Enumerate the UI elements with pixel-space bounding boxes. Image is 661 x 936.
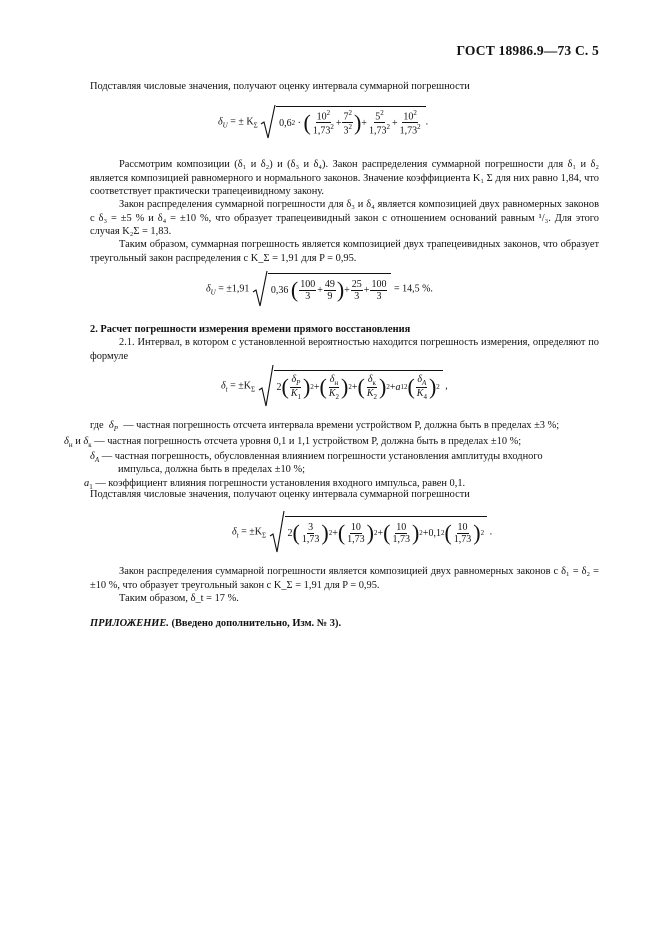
square-root: 0,6 2 · ( $\frac{10^2}{1,73^2}$ + $\frac{7^2}{3^2}$ ) + $\frac{5^2}{1,73^2}$ + $\frac{10^2}{1,73^2}$ xyxy=(260,104,425,140)
formula-coef: 0,6 xyxy=(279,118,292,129)
formula-symbol: δ xyxy=(218,116,223,128)
formula-num: 25 xyxy=(351,278,362,290)
formula-num: 3 xyxy=(308,521,314,533)
formula-den: 1,73 xyxy=(301,533,320,545)
paragraph-result: Таким образом, δ_t = 17 %. xyxy=(119,593,239,604)
formula-delta-u-2: $\delta_U = \pm 1,91$ 0,36 ( $\frac{100}{3}$ + $\frac{49}{9}$ ) + $\frac{25}{3}$ + $\frac{100}{3}$ = 14,5 %. xyxy=(206,270,433,308)
paragraph-compositions: Рассмотрим композиции (δ₁ и δ₂) и (δ₃ и δ₄). Закон распределения суммарной погрешности для δ₁ и δ₂ является композицией равномерного и нормального законов. Значение коэффициента K₁ Σ для них равно 1,84, что соответствует практически трапецеивидному закону. xyxy=(90,159,599,198)
definition-text: — частная погрешность отсчета интервала времени устройством P, должна быть в пределах ±3 %; xyxy=(123,420,560,431)
formula-num: 10 xyxy=(316,111,327,123)
definition-text: — частная погрешность отсчета уровня 0,1 и 1,1 устройством P, должна быть в пределах ±10 %; xyxy=(94,436,522,447)
paragraph-trapezoid: Закон распределения суммарной погрешности для δ₃ и δ₄ является композицией двух равномерных законов с δ₃ = ±5 % и δ₄ = ±10 %, что образует трапецеивидный закон с отношением оснований равным ¹/₃. Для этого случая K₂Σ = 1,83. xyxy=(90,199,599,238)
formula-num: 7 xyxy=(343,111,349,123)
formula-num: 10 xyxy=(350,521,361,533)
square-root: 2 ( $\frac{3}{1,73}$ ) 2 + ( $\frac{10}{1,73}$ ) 2 + ( $\frac{10}{1,73}$ ) 2 + 0,1 2 ( $\frac{10}{1,73}$ ) 2 xyxy=(269,510,488,554)
formula-den: 1,73 xyxy=(399,125,418,137)
appendix-note xyxy=(90,617,341,631)
formula-coef: 2 xyxy=(276,382,282,393)
formula-den: 3 xyxy=(343,125,349,137)
formula-den: 1,73 xyxy=(392,533,410,545)
formula-num: 100 xyxy=(300,278,316,290)
definition-row-continued: импульса, должна быть в пределах ±10 %; xyxy=(118,464,305,475)
formula-den: 3 xyxy=(376,290,382,302)
formula-operator: = ±K xyxy=(230,380,251,392)
definition-row: где $\delta_P$ — частная погрешность отсчета интервала времени устройством P, должна быть в пределах ±3 %; xyxy=(90,420,560,434)
radical-sign-icon xyxy=(252,270,268,308)
formula-den: 9 xyxy=(327,290,333,302)
formula-delta-t-general: $\delta_t = \pm K_\Sigma$ 2 ( $\frac{\delta_P}{K_1}$ ) 2 + ( $\frac{\delta_н}{K_2}$ ) 2 + ( $\frac{\delta_к}{K_2}$ ) 2 + a 1 2 ( $\frac{\delta_A}{K_4}$ ) 2 , xyxy=(221,364,448,408)
definition-row: $\delta_н$ и $\delta_к$ — частная погрешность отсчета уровня 0,1 и 1,1 устройством P, должна быть в пределах ±10 %; xyxy=(64,436,522,450)
formula-num: 100 xyxy=(371,278,387,290)
formula-den: 3 xyxy=(354,290,360,302)
formula-num: 5 xyxy=(375,111,381,123)
formula-operator: = ±K xyxy=(241,526,262,538)
paragraph-triangular: Таким образом, суммарная погрешность является композицией двух трапецеивидных законов, что образует треугольный закон распределения с K_Σ = 1,91 для P = 0,95. xyxy=(90,239,599,264)
square-root: 2 ( $\frac{\delta_P}{K_1}$ ) 2 + ( $\frac{\delta_н}{K_2}$ ) 2 + ( $\frac{\delta_к}{K_2}$ ) 2 + a 1 2 ( $\frac{\delta_A}{K_4}$ ) 2 xyxy=(258,364,443,408)
formula-den: 1,73 xyxy=(453,533,472,545)
formula-delta-t-numeric: $\delta_t = \pm K_\Sigma$ 2 ( $\frac{3}{1,73}$ ) 2 + ( $\frac{10}{1,73}$ ) 2 + ( $\frac{10}{1,73}$ ) 2 + 0,1 2 ( $\frac{10}{1,73}$ ) 2 . xyxy=(232,510,492,554)
formula-num: 10 xyxy=(403,111,414,123)
radical-sign-icon xyxy=(260,104,276,140)
definition-text: — коэффициент влияния погрешности установления входного импульса, равен 0,1. xyxy=(95,478,466,489)
where-label: где xyxy=(90,420,104,431)
radical-sign-icon xyxy=(269,510,285,554)
paragraph-interval: 2.1. Интервал, в котором с установленной вероятностью находится погрешность измерения, определяют по формуле xyxy=(90,337,599,362)
definition-text: — частная погрешность, обусловленная влиянием погрешности установления амплитуды входного xyxy=(101,451,543,462)
paragraph-substitution: Подставляя числовые значения, получают оценку интервала суммарной погрешности xyxy=(90,489,470,500)
formula-den: 1,73 xyxy=(368,125,387,137)
appendix-text: (Введено дополнительно, Изм. № 3). xyxy=(168,618,342,629)
formula-num: 49 xyxy=(324,278,335,290)
formula-operator: = ± K xyxy=(230,116,254,128)
formula-delta-u-1: $\delta_U$ = ± $K_\Sigma$ 0,6 2 · ( $\frac{10^2}{1,73^2}$ + $\frac{7^2}{3^2}$ ) + $\frac{5^2}{1,73^2}$ + $\frac{10^2}{1,73^2}$ . xyxy=(218,104,428,140)
formula-coef: 0,36 xyxy=(270,285,289,296)
square-root: 0,36 ( $\frac{100}{3}$ + $\frac{49}{9}$ ) + $\frac{25}{3}$ + $\frac{100}{3}$ xyxy=(252,270,392,308)
paragraph-intro: Подставляя числовые значения, получают оценку интервала суммарной погрешности xyxy=(90,81,470,92)
formula-coef: 0,1 xyxy=(428,528,441,539)
formula-operator: = ±1,91 xyxy=(218,283,250,295)
section-title: 2. Расчет погрешности измерения времени прямого восстановления xyxy=(90,324,411,335)
paragraph-uniform-laws: Закон распределения суммарной погрешности является композицией двух равномерных законов с δ₁ = δ₂ = ±10 %, что образует треугольный закон с K_Σ = 1,91 для P = 0,95. xyxy=(90,566,599,591)
definition-row: $a_1$ — коэффициент влияния погрешности установления входного импульса, равен 0,1. xyxy=(84,478,466,492)
formula-num: 10 xyxy=(396,521,407,533)
radical-sign-icon xyxy=(258,364,274,408)
formula-den: 1,73 xyxy=(312,125,331,137)
formula-den: 1,73 xyxy=(347,533,365,545)
appendix-label: ПРИЛОЖЕНИЕ. xyxy=(90,618,169,629)
formula-symbol: δ xyxy=(206,283,211,295)
formula-num: 10 xyxy=(457,521,468,533)
formula-den: 3 xyxy=(305,290,311,302)
page-header: ГОСТ 18986.9—73 С. 5 xyxy=(456,43,599,58)
definition-row: $\delta_A$ — частная погрешность, обусловленная влиянием погрешности установления амплитуды входного xyxy=(90,451,543,465)
formula-result: = 14,5 %. xyxy=(393,283,433,295)
